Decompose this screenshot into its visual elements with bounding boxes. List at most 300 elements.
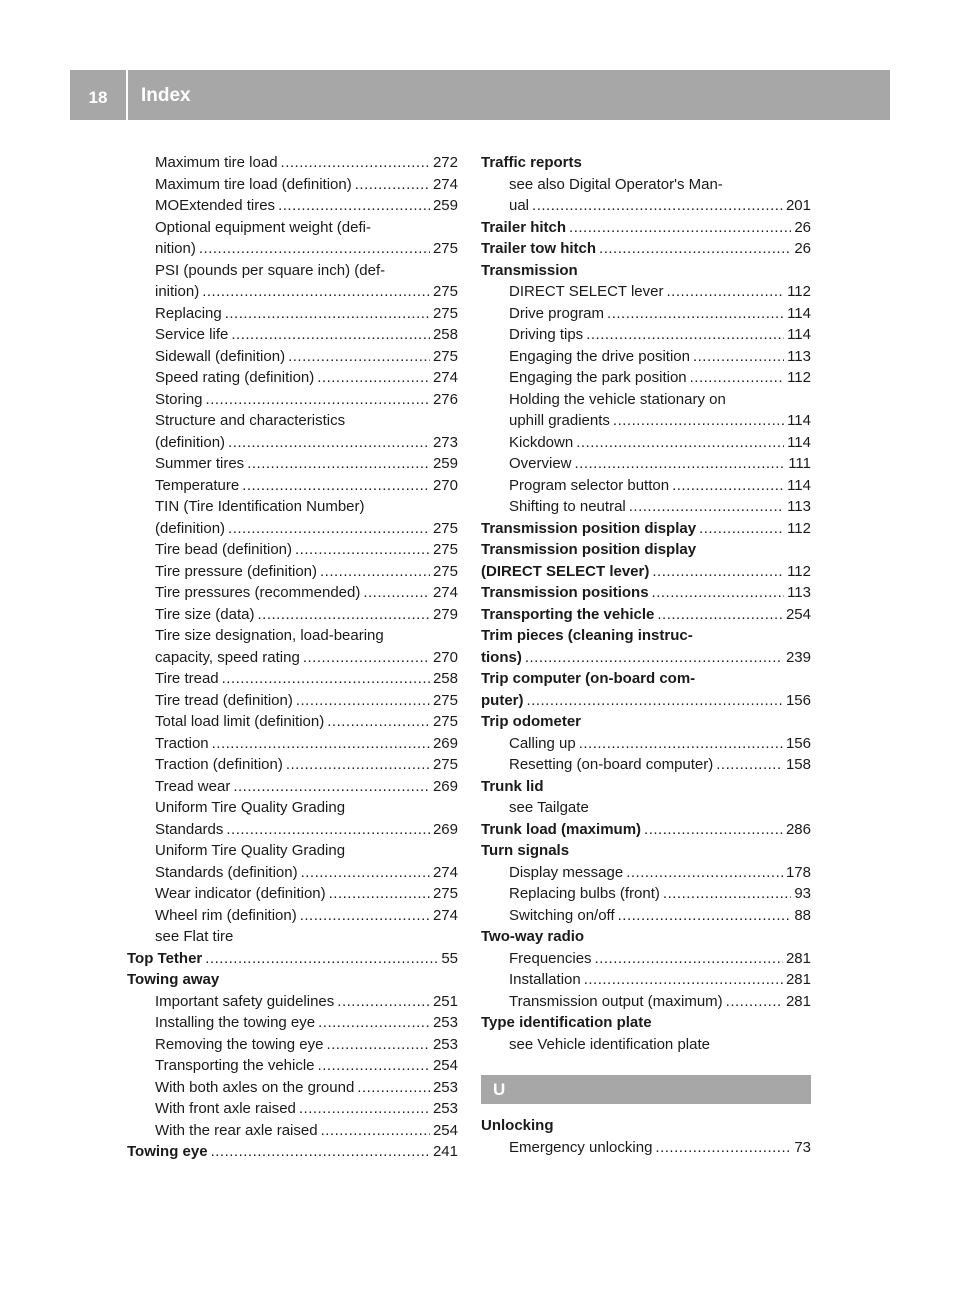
leader-dots [300, 905, 430, 927]
page-number: 18 [88, 88, 108, 107]
index-column-right [481, 152, 811, 1158]
index-subentry [481, 1137, 811, 1159]
leader-dots [321, 1120, 430, 1142]
page-ref: 251 [432, 992, 458, 1010]
entry-label: Uniform Tire Quality Grading [155, 799, 346, 816]
page-ref: 275 [432, 713, 458, 730]
index-column-left [127, 152, 458, 1163]
page-ref: 279 [432, 605, 458, 623]
page-ref: 258 [432, 326, 458, 343]
index-entry [481, 518, 811, 540]
leader-dots [301, 862, 430, 884]
index-entry [481, 840, 811, 862]
index-subentry [127, 281, 458, 303]
leader-dots [626, 862, 783, 884]
index-entry [481, 776, 811, 798]
leader-dots [726, 991, 783, 1013]
leader-dots [652, 561, 784, 583]
index-entry [127, 1141, 458, 1163]
page-ref: 254 [432, 1057, 458, 1074]
page-ref: 254 [785, 605, 811, 623]
page-ref: 253 [432, 1078, 458, 1096]
entry-label: Transmission positions [481, 584, 649, 601]
entry-label: Program selector button [509, 476, 670, 494]
leader-dots [657, 604, 783, 626]
index-subentry [127, 152, 458, 174]
index-subentry [127, 754, 458, 776]
leader-dots [226, 819, 430, 841]
entry-label: Traction [155, 734, 209, 752]
leader-dots [318, 1012, 430, 1034]
index-entry [481, 668, 811, 690]
index-subentry [481, 281, 811, 303]
page-ref: 253 [432, 1014, 458, 1031]
index-subentry [481, 346, 811, 368]
entry-label: Replacing bulbs (front) [509, 885, 660, 902]
index-subentry [127, 217, 458, 239]
page-ref: 274 [432, 175, 458, 193]
leader-dots [613, 410, 784, 432]
entry-label: Tire pressure (definition) [155, 562, 318, 580]
page-ref: 201 [785, 197, 811, 214]
leader-dots [206, 389, 430, 411]
page-ref: 275 [432, 562, 458, 580]
entry-label: Shifting to neutral [509, 498, 626, 515]
index-subentry [127, 1055, 458, 1077]
leader-dots [584, 969, 783, 991]
entry-label: Driving tips [509, 326, 584, 343]
leader-dots [655, 1137, 791, 1159]
page-ref: 114 [787, 326, 811, 343]
entry-label: Transmission position display [481, 519, 697, 537]
index-entry [481, 690, 811, 712]
leader-dots [320, 561, 430, 583]
entry-label: TIN (Tire Identification Number) [155, 498, 365, 515]
leader-dots [228, 518, 430, 540]
page-ref: 275 [432, 756, 458, 773]
leader-dots [231, 324, 430, 346]
entry-label: Frequencies [509, 949, 592, 967]
page-ref: 158 [785, 756, 811, 773]
leader-dots [247, 453, 430, 475]
leader-dots [288, 346, 430, 368]
entry-label: Holding the vehicle stationary on [509, 390, 726, 408]
index-subentry [127, 625, 458, 647]
entry-label: (definition) [155, 519, 226, 537]
index-subentry [127, 496, 458, 518]
leader-dots [212, 733, 430, 755]
index-subentry [481, 883, 811, 905]
leader-dots [595, 948, 783, 970]
index-subentry [481, 195, 811, 217]
leader-dots [329, 883, 430, 905]
index-subentry [127, 174, 458, 196]
leader-dots [607, 303, 784, 325]
leader-dots [242, 475, 430, 497]
entry-label: capacity, speed rating [155, 648, 300, 666]
index-subentry [127, 668, 458, 690]
entry-label: (definition) [155, 433, 226, 451]
entry-label: Standards [155, 820, 224, 838]
page-ref: 55 [441, 949, 458, 967]
entry-label: Top Tether [127, 949, 203, 967]
entry-label: see also Digital Operator's Man- [509, 175, 723, 193]
page-ref: 113 [787, 498, 811, 515]
index-subentry [127, 410, 458, 432]
leader-dots [281, 152, 430, 174]
entry-label: DIRECT SELECT lever [509, 283, 664, 300]
entry-label: Service life [155, 326, 229, 343]
page-ref: 73 [794, 1138, 811, 1156]
index-subentry [481, 453, 811, 475]
page-ref: 275 [432, 304, 458, 322]
leader-dots [527, 690, 783, 712]
page-ref: 269 [432, 734, 458, 752]
entry-label: Towing eye [127, 1143, 208, 1160]
entry-label: Transporting the vehicle [481, 605, 655, 623]
index-entry [481, 926, 811, 948]
entry-label: Engaging the drive position [509, 347, 690, 365]
index-subentry [481, 754, 811, 776]
entry-label: Wheel rim (definition) [155, 906, 297, 924]
page-ref: 113 [787, 347, 811, 365]
index-entry [481, 217, 811, 239]
entry-label: Uniform Tire Quality Grading [155, 842, 346, 859]
index-subentry [481, 797, 811, 819]
index-subentry [481, 496, 811, 518]
leader-dots [318, 1055, 430, 1077]
page-ref: 275 [432, 519, 458, 537]
index-entry [481, 152, 811, 174]
page-ref: 253 [432, 1100, 458, 1117]
index-subentry [481, 991, 811, 1013]
index-subentry [127, 324, 458, 346]
leader-dots [257, 604, 429, 626]
leader-dots [576, 432, 784, 454]
page-ref: 113 [787, 584, 811, 601]
page-ref: 253 [432, 1035, 458, 1053]
leader-dots [663, 883, 791, 905]
page-ref: 275 [432, 885, 458, 902]
entry-label: Replacing [155, 304, 222, 322]
page-ref: 286 [785, 820, 811, 838]
page-ref: 112 [787, 562, 811, 580]
page-ref: 111 [788, 455, 811, 472]
entry-label: Summer tires [155, 455, 245, 472]
index-subentry [127, 475, 458, 497]
leader-dots [211, 1141, 430, 1163]
index-entry [481, 561, 811, 583]
entry-label: Installing the towing eye [155, 1014, 316, 1031]
index-subentry [481, 324, 811, 346]
index-subentry [127, 711, 458, 733]
index-subentry [481, 410, 811, 432]
index-subentry [481, 432, 811, 454]
index-entry [481, 260, 811, 282]
entry-label: (DIRECT SELECT lever) [481, 562, 650, 580]
page-ref: 114 [787, 476, 811, 494]
leader-dots [357, 1077, 430, 1099]
index-subentry [481, 475, 811, 497]
leader-dots [202, 281, 430, 303]
entry-label: Trip odometer [481, 713, 582, 730]
entry-label: Tire size (data) [155, 605, 255, 623]
index-subentry [127, 518, 458, 540]
entry-label: Installation [509, 971, 581, 988]
entry-label: Tire bead (definition) [155, 541, 293, 558]
leader-dots [222, 668, 430, 690]
entry-label: Tire tread [155, 670, 219, 687]
leader-dots [644, 819, 783, 841]
entry-label: Optional equipment weight (defi- [155, 218, 371, 236]
leader-dots [716, 754, 783, 776]
entry-label: Tire pressures (recommended) [155, 584, 361, 601]
index-subentry [481, 389, 811, 411]
page-ref: 26 [794, 240, 811, 257]
header-divider [126, 70, 128, 120]
page-ref: 114 [787, 433, 811, 451]
index-subentry [127, 1077, 458, 1099]
entry-label: Towing away [127, 971, 220, 988]
index-subentry [127, 733, 458, 755]
index-subentry [127, 819, 458, 841]
index-subentry [127, 238, 458, 260]
entry-label: PSI (pounds per square inch) (def- [155, 261, 386, 279]
entry-label: Total load limit (definition) [155, 713, 325, 730]
entry-label: Traction (definition) [155, 756, 283, 773]
page-ref: 274 [432, 584, 458, 601]
page-ref: 259 [432, 455, 458, 472]
page-ref: 269 [432, 777, 458, 795]
entry-label: Transporting the vehicle [155, 1057, 315, 1074]
leader-dots [363, 582, 430, 604]
leader-dots [295, 539, 430, 561]
index-subentry [127, 797, 458, 819]
entry-label: Switching on/off [509, 906, 615, 924]
entry-label: inition) [155, 283, 200, 300]
entry-label: Trip computer (on-board com- [481, 670, 696, 687]
leader-dots [326, 1034, 430, 1056]
entry-label: Engaging the park position [509, 369, 687, 386]
page-ref: 274 [432, 369, 458, 386]
index-subentry [127, 1098, 458, 1120]
entry-label: Unlocking [481, 1117, 554, 1134]
entry-label: Kickdown [509, 433, 574, 451]
index-subentry [127, 647, 458, 669]
page-ref: 270 [432, 648, 458, 666]
entry-label: MOExtended tires [155, 197, 276, 214]
index-entry [481, 238, 811, 260]
leader-dots [569, 217, 791, 239]
index-entry [481, 711, 811, 733]
index-subentry [127, 926, 458, 948]
leader-dots [355, 174, 430, 196]
leader-dots [599, 238, 791, 260]
leader-dots [652, 582, 785, 604]
index-subentry [481, 862, 811, 884]
leader-dots [525, 647, 783, 669]
page-ref: 156 [785, 691, 811, 709]
entry-label: Wear indicator (definition) [155, 885, 326, 902]
entry-label: tions) [481, 648, 522, 666]
page-ref: 26 [794, 218, 811, 236]
index-entry [481, 647, 811, 669]
entry-label: Emergency unlocking [509, 1138, 653, 1156]
entry-label: Drive program [509, 304, 605, 322]
leader-dots [672, 475, 784, 497]
index-subentry [127, 260, 458, 282]
index-subentry [127, 1034, 458, 1056]
leader-dots [228, 432, 430, 454]
entry-label: Transmission output (maximum) [509, 992, 723, 1010]
index-subentry [127, 905, 458, 927]
leader-dots [575, 453, 786, 475]
leader-dots [618, 905, 792, 927]
page-ref: 156 [785, 734, 811, 752]
page-ref: 275 [432, 691, 458, 709]
page-ref: 281 [785, 992, 811, 1010]
entry-label: Turn signals [481, 842, 570, 859]
index-subentry [127, 346, 458, 368]
index-subentry [481, 733, 811, 755]
page-ref: 275 [432, 283, 458, 300]
entry-label: Overview [509, 455, 572, 472]
entry-label: Tread wear [155, 777, 231, 795]
leader-dots [303, 647, 430, 669]
entry-label: nition) [155, 240, 196, 257]
leader-dots [693, 346, 784, 368]
entry-label: see Vehicle identification plate [509, 1035, 710, 1053]
page-ref: 93 [794, 885, 811, 902]
entry-label: Storing [155, 390, 203, 408]
index-subentry [481, 948, 811, 970]
entry-label: Trailer tow hitch [481, 240, 597, 257]
entry-label: puter) [481, 691, 524, 709]
entry-label: see Tailgate [509, 799, 589, 816]
index-subentry [127, 561, 458, 583]
page-ref: 269 [432, 820, 458, 838]
leader-dots [278, 195, 430, 217]
index-subentry [127, 1012, 458, 1034]
entry-label: ual [509, 197, 530, 214]
page-ref: 178 [785, 863, 811, 881]
page-title: Index [141, 85, 191, 106]
index-subentry [127, 991, 458, 1013]
index-subentry [127, 690, 458, 712]
leader-dots [296, 690, 430, 712]
page-ref: 241 [432, 1143, 458, 1160]
entry-label: Trunk lid [481, 777, 544, 795]
index-entry [481, 582, 811, 604]
leader-dots [205, 948, 438, 970]
index-subentry [481, 174, 811, 196]
page-ref: 258 [432, 670, 458, 687]
page-ref: 273 [432, 433, 458, 451]
page-ref: 276 [432, 390, 458, 408]
entry-label: Sidewall (definition) [155, 347, 286, 365]
entry-label: Traffic reports [481, 154, 582, 171]
entry-label: Important safety guidelines [155, 992, 335, 1010]
entry-label: Transmission position display [481, 541, 697, 558]
entry-label: Standards (definition) [155, 863, 298, 881]
entry-label: Trim pieces (cleaning instruc- [481, 627, 693, 644]
entry-label: uphill gradients [509, 412, 610, 429]
index-subentry [481, 367, 811, 389]
page-ref: 274 [432, 906, 458, 924]
page-ref: 112 [787, 283, 811, 300]
index-subentry [127, 367, 458, 389]
leader-dots [337, 991, 430, 1013]
leader-dots [699, 518, 784, 540]
entry-label: Maximum tire load (definition) [155, 175, 352, 193]
entry-label: Transmission [481, 261, 578, 279]
index-subentry [481, 969, 811, 991]
entry-label: Calling up [509, 734, 576, 752]
entry-label: Removing the towing eye [155, 1035, 324, 1053]
section-letter-u: U [481, 1075, 811, 1104]
leader-dots [586, 324, 784, 346]
page-ref: 275 [432, 240, 458, 257]
leader-dots [299, 1098, 430, 1120]
entry-label: Temperature [155, 476, 240, 494]
page-ref: 112 [787, 519, 811, 537]
index-entry [127, 948, 458, 970]
entry-label: Structure and characteristics [155, 412, 346, 429]
leader-dots [690, 367, 784, 389]
index-entry [481, 1115, 811, 1137]
index-subentry [481, 905, 811, 927]
entry-label: Trunk load (maximum) [481, 820, 642, 838]
page-ref: 275 [432, 541, 458, 558]
entry-label: Resetting (on-board computer) [509, 756, 714, 773]
index-subentry [127, 389, 458, 411]
index-subentry [127, 1120, 458, 1142]
index-subentry [127, 432, 458, 454]
page-ref: 270 [432, 476, 458, 494]
page-ref: 272 [432, 154, 458, 171]
index-subentry [127, 582, 458, 604]
page-ref: 112 [787, 369, 811, 386]
entry-label: Trailer hitch [481, 218, 567, 236]
leader-dots [199, 238, 430, 260]
index-subentry [127, 195, 458, 217]
leader-dots [532, 195, 783, 217]
entry-label: Speed rating (definition) [155, 369, 315, 386]
leader-dots [286, 754, 430, 776]
page-ref: 114 [787, 304, 811, 322]
entry-label: With the rear axle raised [155, 1121, 318, 1139]
leader-dots [327, 711, 430, 733]
leader-dots [317, 367, 430, 389]
index-entry [481, 1012, 811, 1034]
entry-label: Two-way radio [481, 928, 585, 945]
index-subentry [481, 1034, 811, 1056]
index-subentry [127, 539, 458, 561]
index-subentry [127, 604, 458, 626]
page-ref: 274 [432, 863, 458, 881]
entry-label: Tire tread (definition) [155, 691, 293, 709]
index-entry [481, 819, 811, 841]
page-ref: 281 [785, 949, 811, 967]
index-subentry [127, 840, 458, 862]
entry-label: see Flat tire [155, 928, 234, 945]
entry-label: Maximum tire load [155, 154, 278, 171]
index-entry [481, 604, 811, 626]
index-subentry [127, 883, 458, 905]
leader-dots [629, 496, 784, 518]
index-subentry [127, 453, 458, 475]
entry-label: With front axle raised [155, 1100, 296, 1117]
